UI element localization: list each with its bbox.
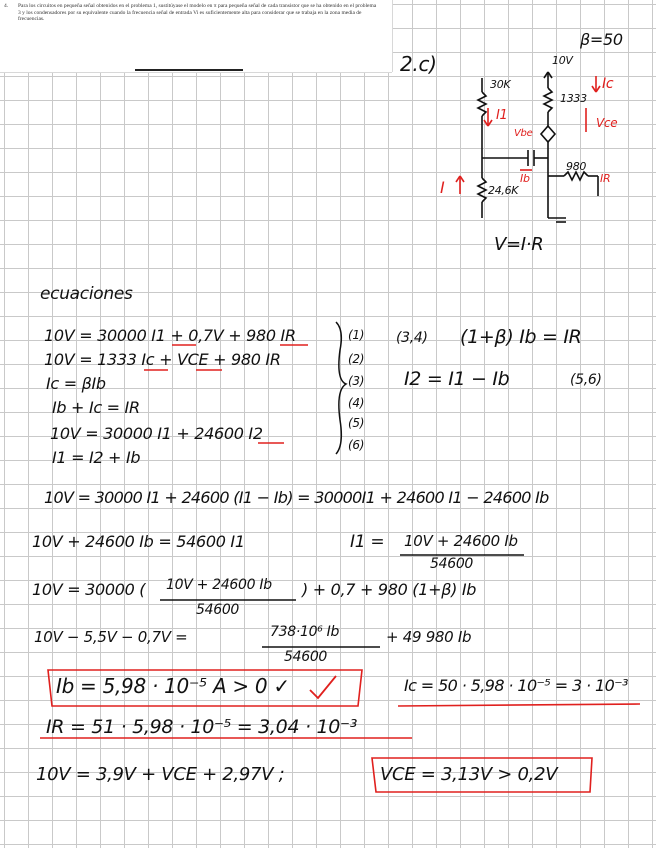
- result-ib: Ib = 5,98 · 10⁻⁵ A > 0 ✓: [56, 674, 290, 698]
- side-note-2: I2 = I1 − Ib: [404, 368, 510, 390]
- derivation-line-3a: 10V = 30000 (: [32, 580, 146, 599]
- r-collector-label: 1333: [560, 92, 587, 105]
- fraction-2-numerator: 10V + 24600 Ib: [404, 532, 518, 550]
- equation-tag-5: (5): [348, 416, 365, 430]
- ib-label: Ib: [520, 172, 530, 185]
- equation-4: Ib + Ic = IR: [52, 398, 140, 417]
- side-note-tag-2: (5,6): [570, 372, 602, 388]
- side-note-tag-1: (3,4): [396, 330, 428, 346]
- result-ir: IR = 51 · 5,98 · 10⁻⁵ = 3,04 · 10⁻³: [46, 716, 358, 738]
- equation-tag-1: (1): [348, 328, 365, 342]
- beta-label: β=50: [580, 30, 623, 49]
- ohm-law: V=I·R: [494, 234, 544, 255]
- side-note-1: (1+β) Ib = IR: [460, 326, 582, 348]
- equation-3: Ic = βIb: [46, 374, 106, 393]
- derivation-line-2a: 10V + 24600 Ib = 54600 I1: [32, 532, 245, 551]
- problem-text: Para los circuitos en pequeña señal obtenidos en el problema 1, sustitúyase el modelo en π para pequeña señal de cada transistor que se ha obtenido en el problema 3 y los condensadores por su equivalente cuando la frecuencia señal de entrada Vi es suficientemente alta para considerar que se trabaja en la zona media de frecuencias.: [18, 3, 377, 23]
- vcc-label: 10V: [552, 54, 573, 67]
- fraction-3-denominator: 54600: [196, 602, 240, 618]
- i-left-label: I: [440, 178, 445, 197]
- fraction-3-numerator: 10V + 24600 Ib: [166, 577, 272, 593]
- result-final-a: 10V = 3,9V + VCE + 2,97V ;: [36, 764, 285, 785]
- equation-1: 10V = 30000 I1 + 0,7V + 980 IR: [44, 326, 296, 345]
- vce-label: Vce: [596, 116, 618, 130]
- ic-label: Ic: [602, 76, 614, 92]
- derivation-line-1: 10V = 30000 I1 + 24600 (I1 − Ib) = 30000I1 + 24600 I1 − 24600 Ib: [44, 488, 549, 507]
- equation-2: 10V = 1333 Ic + VCE + 980 IR: [44, 350, 281, 369]
- fraction-2-denominator: 54600: [430, 556, 474, 572]
- equation-tag-2: (2): [348, 352, 365, 366]
- derivation-line-4a: 10V − 5,5V − 0,7V =: [34, 628, 188, 646]
- r-emitter-label: 980: [566, 160, 587, 173]
- derivation-line-3b: ) + 0,7 + 980 (1+β) Ib: [302, 580, 477, 599]
- i1-label: I1: [496, 108, 508, 123]
- derivation-line-4b: + 49 980 Ib: [386, 628, 472, 646]
- r-top-label: 30K: [490, 78, 511, 91]
- vbe-label: Vbe: [514, 128, 533, 139]
- equation-tag-6: (6): [348, 438, 365, 452]
- r-bottom-label: 24,6K: [488, 184, 519, 197]
- equation-tag-3: (3): [348, 374, 365, 388]
- fraction-4-denominator: 54600: [284, 649, 328, 665]
- fraction-4-numerator: 738·10⁶ Ib: [270, 624, 340, 640]
- equation-tag-4: (4): [348, 396, 365, 410]
- result-ic: Ic = 50 · 5,98 · 10⁻⁵ = 3 · 10⁻³: [404, 676, 628, 695]
- equation-5: 10V = 30000 I1 + 24600 I2: [50, 424, 263, 443]
- problem-number: 4.: [4, 3, 9, 9]
- ir-label: IR: [600, 172, 611, 185]
- equation-6: I1 = I2 + Ib: [52, 448, 141, 467]
- part-label: 2.c): [400, 52, 437, 76]
- result-final-b: VCE = 3,13V > 0,2V: [380, 764, 558, 785]
- ecuaciones-title: ecuaciones: [40, 284, 133, 304]
- derivation-line-2b: I1 =: [350, 532, 385, 552]
